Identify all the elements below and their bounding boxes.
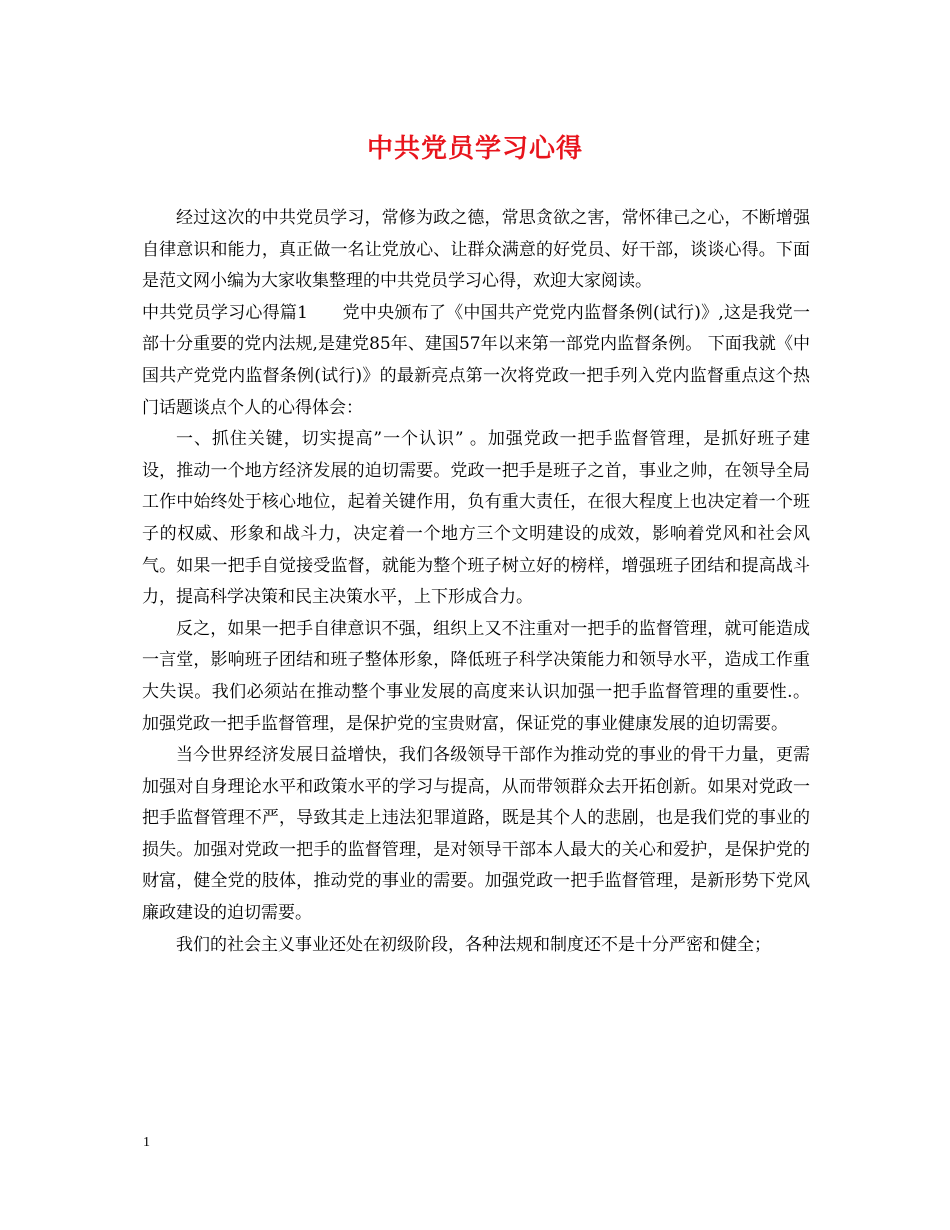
paragraph: 反之，如果一把手自律意识不强，组织上又不注重对一把手的监督管理，就可能造成一言堂，影响班子团结和班子整体形象，降低班子科学决策能力和领导水平，造成工作重大失误。我们必须站在推动整个事业发展的高度来认识加强一把手监督管理的重要性.。加强党政一把手监督管理，是保护党的宝贵财富，保证党的事业健康发展的迫切需要。 [142, 618, 810, 734]
paragraph: 当今世界经济发展日益增快，我们各级领导干部作为推动党的事业的骨干力量，更需加强对自身理论水平和政策水平的学习与提高，从而带领群众去开拓创新。如果对党政一把手监督管理不严，导致其走上违法犯罪道路，既是其个人的悲剧，也是我们党的事业的损失。加强对党政一把手的监督管理，是对领导干部本人最大的关心和爱护，是保护党的财富，健全党的肢体，推动党的事业的需要。加强党政一把手监督管理，是新形势下党风廉政建设的迫切需要。 [142, 745, 810, 924]
paragraph: 中共党员学习心得篇1 党中央颁布了《中国共产党党内监督条例(试行)》,这是我党一部十分重要的党内法规,是建党85年、建国57年以来第一部党内监督条例。 下面我就《中国共产党党内监督条例(试行)》的最新亮点第一次将党政一把手列入党内监督重点这个热门话题谈点个人的心得体会： [142, 302, 810, 418]
paragraph: 经过这次的中共党员学习，常修为政之德，常思贪欲之害，常怀律己之心，不断增强自律意识和能力，真正做一名让党放心、让群众满意的好党员、好干部，谈谈心得。下面是范文网小编为大家收集整理的中共党员学习心得，欢迎大家阅读。 [142, 208, 810, 292]
paragraph: 我们的社会主义事业还处在初级阶段，各种法规和制度还不是十分严密和健全； [176, 934, 771, 955]
page-number: 1 [143, 1135, 150, 1150]
paragraph: 一、抓住关键，切实提高”一个认识” 。加强党政一把手监督管理，是抓好班子建设，推动一个地方经济发展的迫切需要。党政一把手是班子之首，事业之帅，在领导全局工作中始终处于核心地位，起着关键作用，负有重大责任，在很大程度上也决定着一个班子的权威、形象和战斗力，决定着一个地方三个文明建设的成效，影响着党风和社会风气。如果一把手自觉接受监督，就能为整个班子树立好的榜样，增强班子团结和提高战斗力，提高科学决策和民主决策水平，上下形成合力。 [142, 429, 810, 608]
document-title: 中共党员学习心得 [366, 134, 583, 164]
document-body [142, 203, 810, 961]
